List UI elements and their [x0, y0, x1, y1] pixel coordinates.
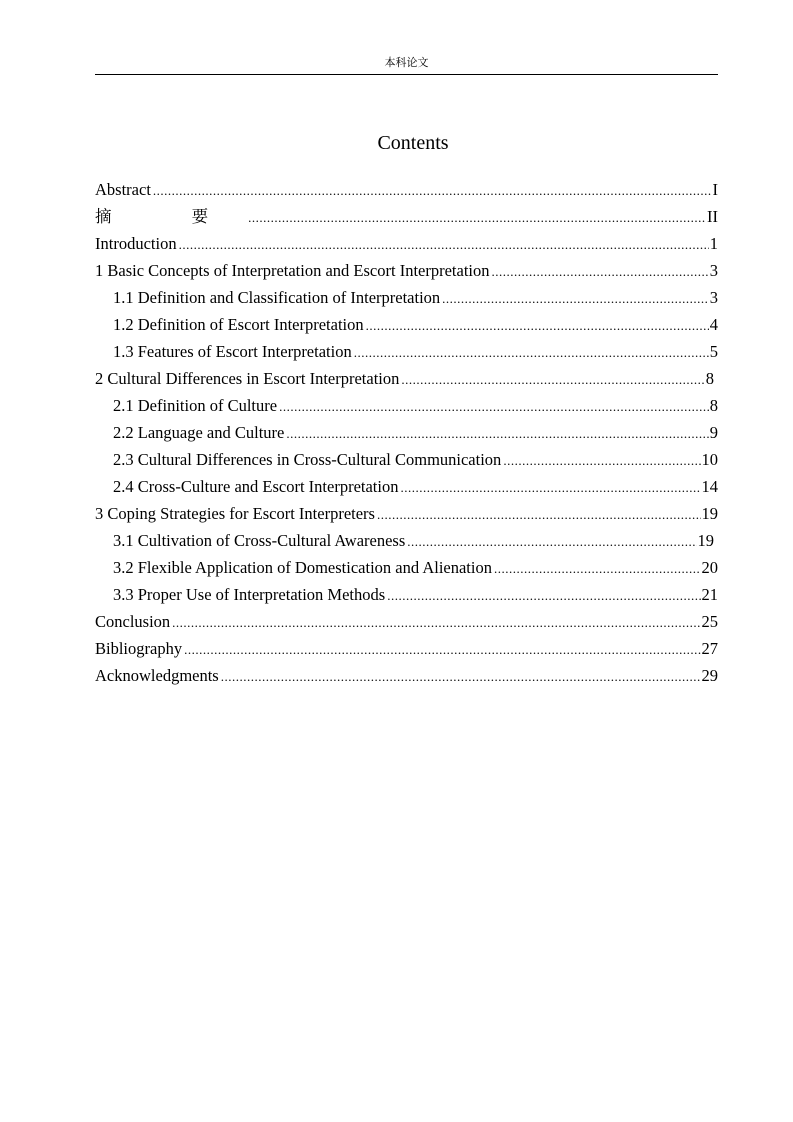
toc-entry-page: 21: [701, 585, 718, 604]
dot-leader: [366, 312, 709, 339]
toc-entry-page: 19: [697, 531, 714, 550]
toc-entry-label: 2.3 Cultural Differences in Cross-Cultural Communication: [113, 450, 502, 469]
toc-title: Contents: [377, 132, 449, 154]
toc-entry-conclusion[interactable]: [95, 608, 718, 635]
toc-entry-label: 1 Basic Concepts of Interpretation and Escort Interpretation: [95, 261, 490, 280]
dot-leader: [400, 474, 700, 501]
toc-entry-label: 3.2 Flexible Application of Domestication and Alienation: [113, 558, 492, 577]
toc-entry-acknowledgments[interactable]: [95, 662, 718, 689]
toc-entry-section-3-3[interactable]: [95, 581, 718, 608]
running-header: [95, 56, 718, 75]
toc-entry-page: 1: [709, 234, 718, 253]
toc-entry-section-2-3[interactable]: [95, 446, 718, 473]
dot-leader: [492, 258, 709, 285]
dot-leader: [401, 366, 704, 393]
toc-entry-label: Bibliography: [95, 639, 183, 658]
toc-entry-page: 3: [709, 288, 718, 307]
dot-leader: [377, 501, 701, 528]
running-header-text: 本科论文: [384, 56, 429, 69]
dot-leader: [354, 339, 709, 366]
toc-entry-label: 摘 要: [95, 207, 247, 226]
toc-entry-page: 8: [705, 369, 714, 388]
toc-entry-page: 9: [709, 423, 718, 442]
toc-entry-section-3-2[interactable]: [95, 554, 718, 581]
toc-entry-label: Abstract: [95, 180, 151, 199]
toc-entry-label: Acknowledgments: [95, 666, 219, 685]
toc-entry-page: 20: [701, 558, 718, 577]
toc-entry-chinese-abstract[interactable]: [95, 203, 718, 230]
toc-entry-label: 2.4 Cross-Culture and Escort Interpretation: [113, 477, 399, 496]
toc-entry-label: 2 Cultural Differences in Escort Interpretation: [95, 369, 400, 388]
toc-entry-page: 3: [709, 261, 718, 280]
toc-entry-label: 3.1 Cultivation of Cross-Cultural Awareness: [113, 531, 406, 550]
toc-entry-section-1-2[interactable]: [95, 311, 718, 338]
dot-leader: [172, 609, 700, 636]
dot-leader: [503, 447, 700, 474]
toc-entry-label: Introduction: [95, 234, 177, 253]
toc-entry-page: I: [712, 180, 718, 199]
toc-entry-page: 10: [701, 450, 718, 469]
toc-entry-label: 2.2 Language and Culture: [113, 423, 285, 442]
toc-entry-page: 14: [701, 477, 718, 496]
toc-entry-chapter-2[interactable]: [95, 365, 718, 392]
toc-entry-page: 19: [701, 504, 718, 523]
toc-entry-section-2-2[interactable]: [95, 419, 718, 446]
dot-leader: [407, 528, 696, 555]
dot-leader: [221, 663, 701, 690]
toc-entry-introduction[interactable]: [95, 230, 718, 257]
toc-entry-label: 1.1 Definition and Classification of Interpretation: [113, 288, 441, 307]
toc-entry-page: 5: [709, 342, 718, 361]
dot-leader: [153, 177, 712, 204]
toc-entry-label: 1.3 Features of Escort Interpretation: [113, 342, 352, 361]
toc-entry-abstract[interactable]: [95, 176, 718, 203]
toc-entry-label: 3.3 Proper Use of Interpretation Methods: [113, 585, 386, 604]
toc-entry-bibliography[interactable]: [95, 635, 718, 662]
dot-leader: [494, 555, 701, 582]
toc-entry-section-3-1[interactable]: [95, 527, 718, 554]
table-of-contents: [95, 176, 718, 689]
toc-entry-page: 8: [709, 396, 718, 415]
toc-entry-chapter-1[interactable]: [95, 257, 718, 284]
toc-entry-page: 27: [701, 639, 718, 658]
dot-leader: [179, 231, 709, 258]
toc-entry-label: 3 Coping Strategies for Escort Interpreters: [95, 504, 375, 523]
toc-entry-page: 4: [709, 315, 718, 334]
toc-entry-section-2-4[interactable]: [95, 473, 718, 500]
dot-leader: [184, 636, 700, 663]
toc-entry-page: II: [707, 207, 718, 226]
toc-entry-label: 1.2 Definition of Escort Interpretation: [113, 315, 364, 334]
dot-leader: [248, 204, 706, 231]
dot-leader: [279, 393, 709, 420]
dot-leader: [286, 420, 708, 447]
toc-entry-page: 25: [701, 612, 718, 631]
toc-entry-section-1-1[interactable]: [95, 284, 718, 311]
toc-entry-page: 29: [701, 666, 718, 685]
toc-entry-label: Conclusion: [95, 612, 171, 631]
toc-entry-chapter-3[interactable]: [95, 500, 718, 527]
toc-entry-label: 2.1 Definition of Culture: [113, 396, 278, 415]
dot-leader: [387, 582, 700, 609]
toc-entry-section-1-3[interactable]: [95, 338, 718, 365]
dot-leader: [442, 285, 709, 312]
toc-entry-section-2-1[interactable]: [95, 392, 718, 419]
